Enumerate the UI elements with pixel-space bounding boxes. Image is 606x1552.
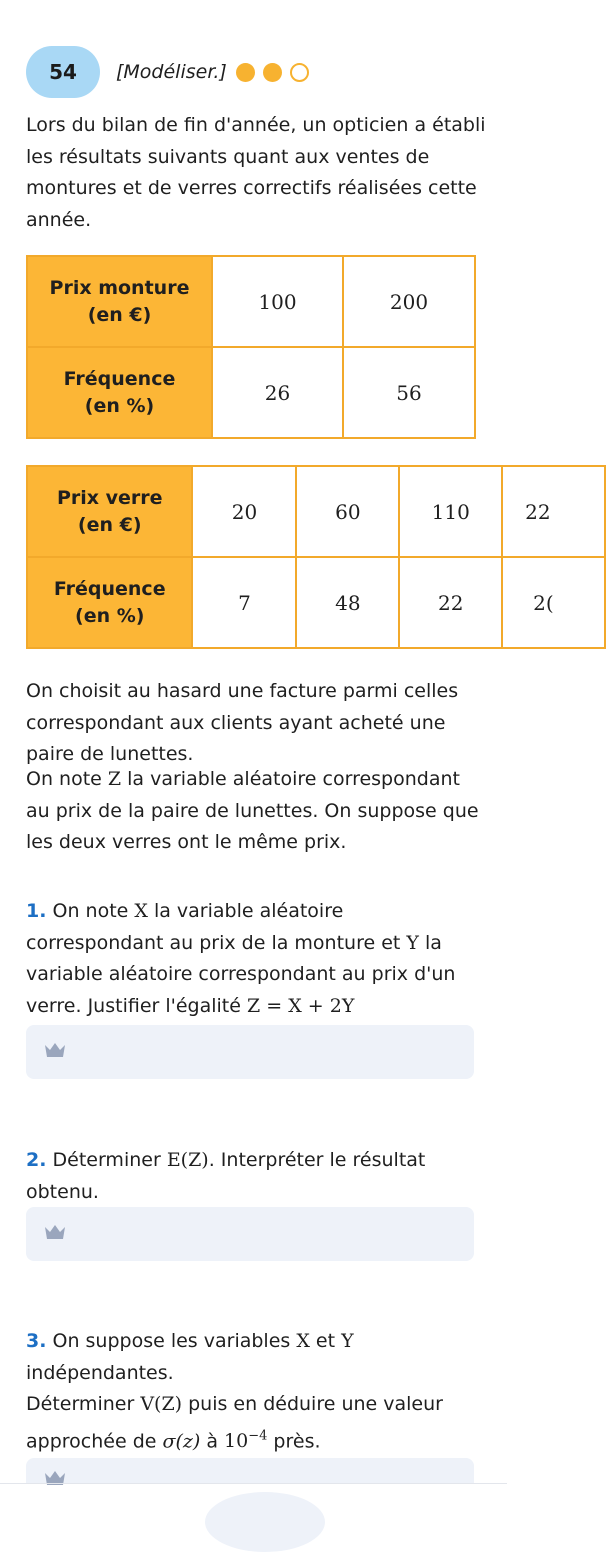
- var-x: X: [134, 900, 148, 922]
- var-y: Y: [406, 931, 419, 954]
- table-cell: 7: [192, 557, 296, 648]
- table-cell: 22: [502, 466, 605, 557]
- crown-icon: [44, 1224, 66, 1240]
- question-2: 2. Déterminer E(Z). Interpréter le résultat obtenu.: [26, 1149, 426, 1203]
- var-x: X: [296, 1330, 310, 1352]
- table-cell: 22: [399, 557, 502, 648]
- answer-box-1[interactable]: [26, 1025, 474, 1079]
- difficulty-dot-filled: [236, 63, 255, 82]
- table-cell: 20: [192, 466, 296, 557]
- context-paragraph: On choisit au hasard une facture parmi celles correspondant aux clients ayant acheté une paire de lunettes.: [26, 680, 459, 765]
- row-header-prix-monture: Prix monture (en €): [27, 256, 212, 347]
- row-header-frequence: Fréquence (en %): [27, 557, 192, 648]
- table-cell: 2(: [502, 557, 605, 648]
- question-number: 1.: [26, 900, 47, 922]
- question-number: 3.: [26, 1330, 47, 1352]
- table-cell: 48: [296, 557, 399, 648]
- table-row: [27, 557, 605, 648]
- bottom-divider: [0, 1483, 507, 1484]
- sigma-expr: σ(z): [162, 1429, 201, 1452]
- equation: Z = X + 2Y: [247, 994, 355, 1017]
- crown-icon: [44, 1042, 66, 1058]
- difficulty-dot-empty: [290, 63, 309, 82]
- row-header-frequence: Fréquence (en %): [27, 347, 212, 438]
- question-number: 2.: [26, 1149, 47, 1171]
- bottom-sheet-handle[interactable]: [205, 1492, 325, 1552]
- var-z: Z: [107, 768, 122, 790]
- intro-text: Lors du bilan de fin d'année, un opticien a établi les résultats suivants quant aux ventes de montures et de verres correctifs réalisées cette année.: [26, 114, 486, 231]
- table-verre-viewport[interactable]: [0, 465, 554, 647]
- table-monture: [26, 255, 476, 439]
- table-cell: 56: [343, 347, 475, 438]
- answer-box-2[interactable]: [26, 1207, 474, 1261]
- table-row: [27, 256, 475, 347]
- question-3: 3. On suppose les variables X et Y indépendantes. Déterminer V(Z) puis en déduire une valeur approchée de σ(z) à $10^{-4}$ près.: [26, 1330, 443, 1452]
- difficulty-dot-filled: [263, 63, 282, 82]
- exercise-number-badge: 54: [26, 46, 100, 98]
- difficulty-indicator: [236, 63, 317, 82]
- table-cell: 26: [212, 347, 343, 438]
- question-1: 1. On note X la variable aléatoire correspondant au prix de la monture et Y la variable aléatoire correspondant au prix d'un verre. Justifier l'égalité Z = X + 2Y: [26, 900, 456, 1017]
- var-y: Y: [341, 1330, 354, 1352]
- table-row: [27, 466, 605, 557]
- table-row: [27, 347, 475, 438]
- table-cell: 60: [296, 466, 399, 557]
- table-cell: 100: [212, 256, 343, 347]
- answer-box-3[interactable]: [26, 1458, 474, 1484]
- table-cell: 110: [399, 466, 502, 557]
- row-header-prix-verre: Prix verre (en €): [27, 466, 192, 557]
- power-expr: $10^{-4}$: [224, 1428, 268, 1452]
- expectation-expr: E(Z): [166, 1149, 209, 1171]
- table-verre: [26, 465, 606, 649]
- table-cell: 200: [343, 256, 475, 347]
- exercise-tag: [Modéliser.]: [116, 61, 227, 83]
- exercise-header: [26, 46, 317, 98]
- variance-expr: V(Z): [140, 1393, 183, 1415]
- context-variable-z: On note Z la variable aléatoire correspondant au prix de la paire de lunettes. On suppose que les deux verres ont le même prix.: [26, 768, 479, 853]
